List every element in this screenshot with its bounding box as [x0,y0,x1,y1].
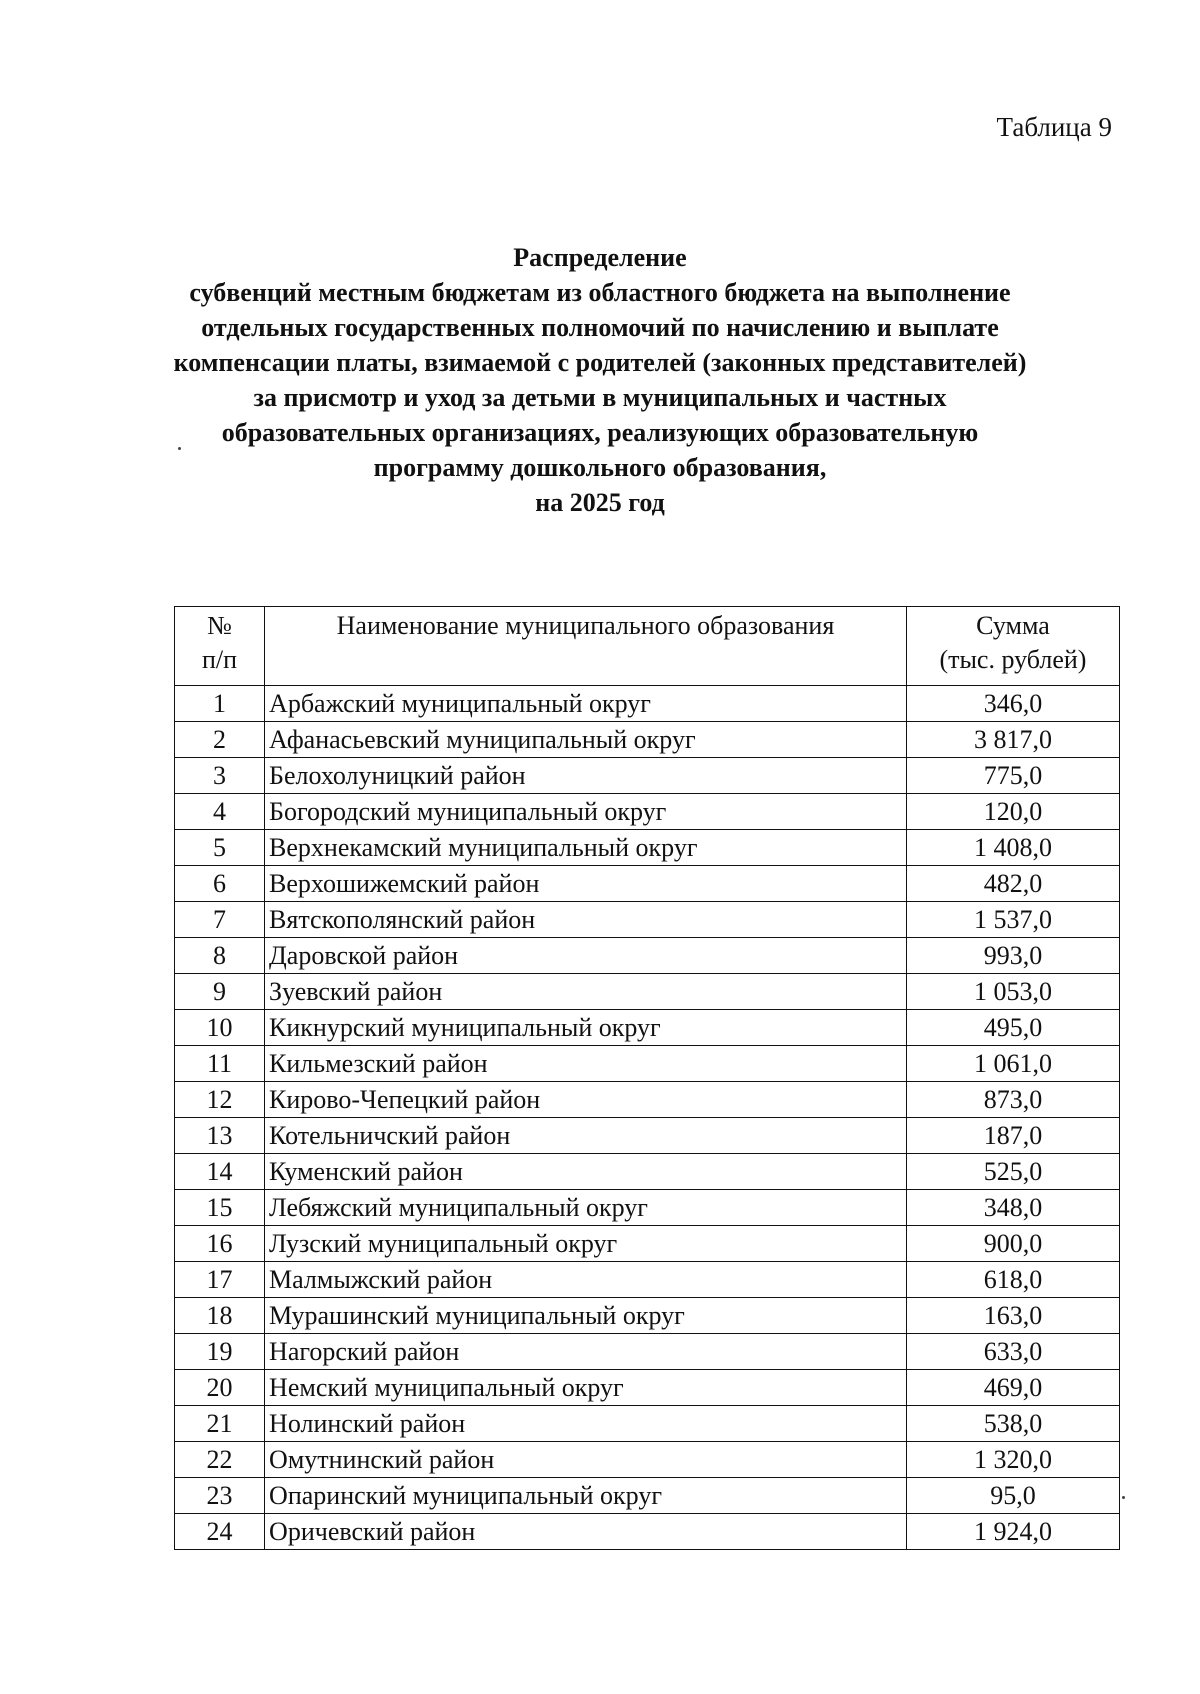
row-name-cell: Верхнекамский муниципальный округ [265,830,907,866]
document-title [150,240,1050,520]
row-name-cell: Зуевский район [265,974,907,1010]
table-row [175,1442,1120,1478]
table-row [175,1406,1120,1442]
header-name [265,607,907,686]
table-row [175,1046,1120,1082]
row-name-cell: Арбажский муниципальный округ [265,686,907,722]
row-sum-cell: 538,0 [906,1406,1119,1442]
row-sum-cell: 348,0 [906,1190,1119,1226]
table-row [175,902,1120,938]
scan-speck [1122,1496,1125,1499]
title-line: Распределение [513,243,687,272]
table-row [175,974,1120,1010]
row-name-cell: Богородский муниципальный округ [265,794,907,830]
row-num-cell: 11 [175,1046,265,1082]
row-num-cell: 13 [175,1118,265,1154]
title-line: на 2025 год [535,488,665,517]
row-sum-cell: 163,0 [906,1298,1119,1334]
table-header-row [175,607,1120,686]
row-num-cell: 10 [175,1010,265,1046]
row-num-cell: 17 [175,1262,265,1298]
row-sum-cell: 873,0 [906,1082,1119,1118]
table-row [175,1514,1120,1550]
header-sum [906,607,1119,686]
header-sum-line1: Сумма [976,611,1050,640]
row-name-cell: Верхошижемский район [265,866,907,902]
row-name-cell: Нолинский район [265,1406,907,1442]
row-name-cell: Кикнурский муниципальный округ [265,1010,907,1046]
table-row [175,1262,1120,1298]
row-name-cell: Кирово-Чепецкий район [265,1082,907,1118]
row-name-cell: Лебяжский муниципальный округ [265,1190,907,1226]
row-sum-cell: 1 320,0 [906,1442,1119,1478]
row-num-cell: 3 [175,758,265,794]
row-num-cell: 12 [175,1082,265,1118]
title-line: программу дошкольного образования, [373,453,827,482]
row-name-cell: Котельничский район [265,1118,907,1154]
title-line: образовательных организациях, реализующих образовательную [221,418,979,447]
row-sum-cell: 346,0 [906,686,1119,722]
title-line: за присмотр и уход за детьми в муниципальных и частных [253,383,947,412]
row-num-cell: 8 [175,938,265,974]
row-name-cell: Мурашинский муниципальный округ [265,1298,907,1334]
row-sum-cell: 618,0 [906,1262,1119,1298]
row-sum-cell: 482,0 [906,866,1119,902]
row-name-cell: Белохолуницкий район [265,758,907,794]
table-row [175,1370,1120,1406]
table-row [175,1010,1120,1046]
row-name-cell: Оричевский район [265,1514,907,1550]
title-line: отдельных государственных полномочий по начислению и выплате [201,313,999,342]
header-num-line1: № [207,611,232,640]
table-row [175,758,1120,794]
row-sum-cell: 120,0 [906,794,1119,830]
table-row [175,866,1120,902]
row-num-cell: 23 [175,1478,265,1514]
row-name-cell: Нагорский район [265,1334,907,1370]
table-row [175,1154,1120,1190]
row-sum-cell: 900,0 [906,1226,1119,1262]
row-num-cell: 21 [175,1406,265,1442]
table-row [175,686,1120,722]
row-name-cell: Опаринский муниципальный округ [265,1478,907,1514]
row-name-cell: Лузский муниципальный округ [265,1226,907,1262]
row-num-cell: 16 [175,1226,265,1262]
row-sum-cell: 775,0 [906,758,1119,794]
row-num-cell: 19 [175,1334,265,1370]
row-sum-cell: 1 408,0 [906,830,1119,866]
row-num-cell: 20 [175,1370,265,1406]
table-row [175,830,1120,866]
row-num-cell: 22 [175,1442,265,1478]
row-name-cell: Малмыжский район [265,1262,907,1298]
row-sum-cell: 95,0 [906,1478,1119,1514]
row-sum-cell: 525,0 [906,1154,1119,1190]
row-name-cell: Омутнинский район [265,1442,907,1478]
row-sum-cell: 1 053,0 [906,974,1119,1010]
row-sum-cell: 633,0 [906,1334,1119,1370]
row-name-cell: Немский муниципальный округ [265,1370,907,1406]
table-row [175,1478,1120,1514]
header-sum-line2: (тыс. рублей) [939,645,1087,674]
row-num-cell: 9 [175,974,265,1010]
table-row [175,938,1120,974]
table-body [175,686,1120,1550]
title-line: субвенций местным бюджетам из областного бюджета на выполнение [189,278,1011,307]
row-sum-cell: 495,0 [906,1010,1119,1046]
row-name-cell: Афанасьевский муниципальный округ [265,722,907,758]
row-num-cell: 2 [175,722,265,758]
row-name-cell: Кильмезский район [265,1046,907,1082]
row-num-cell: 14 [175,1154,265,1190]
subsidy-table [174,606,1120,1550]
title-line: компенсации платы, взимаемой с родителей (законных представителей) [173,348,1027,377]
header-num-line2: п/п [201,645,238,674]
scan-speck [178,447,181,450]
table-row [175,1298,1120,1334]
row-num-cell: 4 [175,794,265,830]
table-row [175,722,1120,758]
row-num-cell: 24 [175,1514,265,1550]
row-num-cell: 1 [175,686,265,722]
row-sum-cell: 993,0 [906,938,1119,974]
row-num-cell: 7 [175,902,265,938]
row-sum-cell: 1 537,0 [906,902,1119,938]
row-name-cell: Даровской район [265,938,907,974]
table-label: Таблица 9 [996,112,1112,142]
row-num-cell: 6 [175,866,265,902]
table-row [175,794,1120,830]
table-row [175,1118,1120,1154]
row-sum-cell: 469,0 [906,1370,1119,1406]
row-sum-cell: 187,0 [906,1118,1119,1154]
row-num-cell: 15 [175,1190,265,1226]
header-num [175,607,265,686]
table-row [175,1334,1120,1370]
table-row [175,1226,1120,1262]
row-sum-cell: 1 924,0 [906,1514,1119,1550]
row-name-cell: Куменский район [265,1154,907,1190]
table-row [175,1190,1120,1226]
row-sum-cell: 1 061,0 [906,1046,1119,1082]
row-num-cell: 5 [175,830,265,866]
row-sum-cell: 3 817,0 [906,722,1119,758]
header-name-text: Наименование муниципального образования [336,611,835,640]
row-num-cell: 18 [175,1298,265,1334]
row-name-cell: Вятскополянский район [265,902,907,938]
table-row [175,1082,1120,1118]
